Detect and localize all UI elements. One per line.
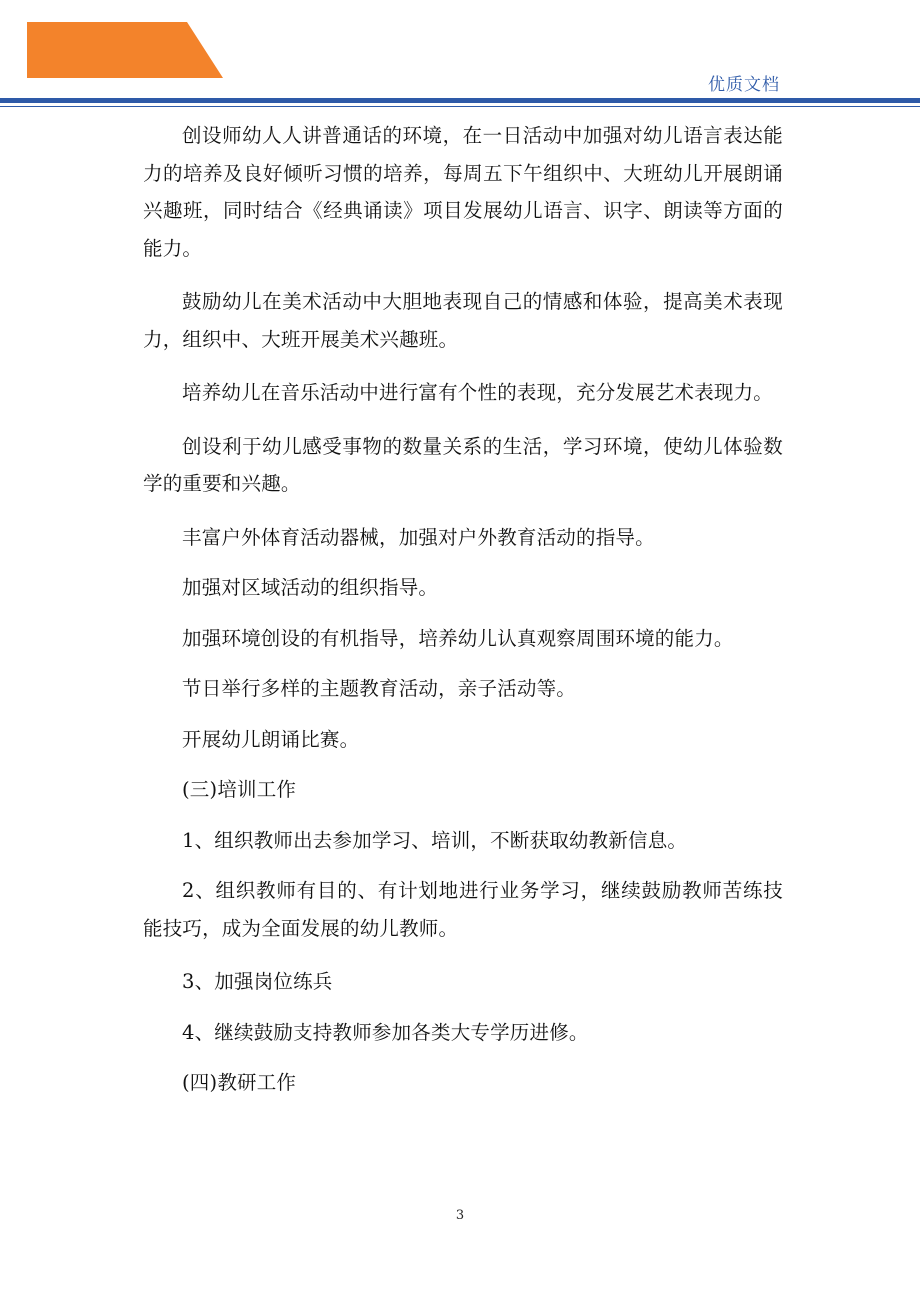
header-rule-thin (0, 106, 920, 107)
section-heading: (四)教研工作 (182, 1071, 297, 1094)
paragraph: 加强环境创设的有机指导，培养幼儿认真观察周围环境的能力。 (182, 626, 734, 650)
header-label: 优质文档 (708, 75, 780, 95)
paragraph: 创设师幼人人讲普通话的环境，在一日活动中加强对幼儿语言表达能力的培养及良好倾听习惯的培养，每周五下午组织中、大班幼儿开展朗诵兴趣班，同时结合《经典诵读》项目发展幼儿语言、识字、朗读等方面的能力。 (143, 124, 783, 260)
paragraph: 节日举行多样的主题教育活动，亲子活动等。 (182, 677, 577, 700)
section-heading: (三)培训工作 (182, 778, 297, 801)
header-accent-shape (27, 22, 223, 78)
paragraph: 鼓励幼儿在美术活动中大胆地表现自己的情感和体验，提高美术表现力，组织中、大班开展美术兴趣班。 (143, 290, 783, 351)
list-item: 4、继续鼓励支持教师参加各类大专学历进修。 (182, 1020, 589, 1044)
list-item: 3、加强岗位练兵 (182, 970, 333, 993)
header-rule-thick (0, 98, 920, 103)
paragraph: 开展幼儿朗诵比赛。 (182, 727, 360, 751)
paragraph: 创设利于幼儿感受事物的数量关系的生活，学习环境，使幼儿体验数学的重要和兴趣。 (143, 434, 783, 495)
page-number: 3 (455, 1208, 465, 1223)
list-item: 2、组织教师有目的、有计划地进行业务学习，继续鼓励教师苦练技能技巧，成为全面发展的幼儿教师。 (143, 879, 783, 940)
paragraph: 培养幼儿在音乐活动中进行富有个性的表现，充分发展艺术表现力。 (182, 381, 774, 404)
list-item: 1、组织教师出去参加学习、培训，不断获取幼教新信息。 (182, 828, 688, 852)
paragraph: 加强对区域活动的组织指导。 (182, 576, 439, 599)
document-body (143, 117, 783, 1115)
paragraph: 丰富户外体育活动器械，加强对户外教育活动的指导。 (182, 525, 655, 549)
